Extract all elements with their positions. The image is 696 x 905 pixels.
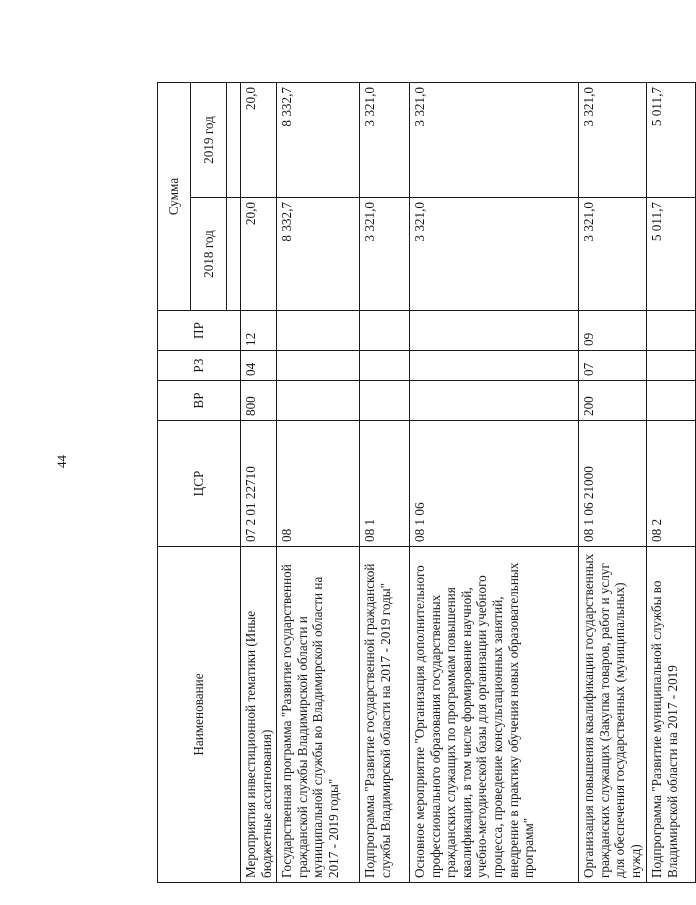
row-pr xyxy=(647,311,696,351)
table-row xyxy=(579,83,647,883)
row-name: Организация повышения квалификации государственных гражданских служащих (Закупка товаров, работ и услуг для обеспечения государственных (муниципальных) нужд) xyxy=(579,547,647,883)
table-row xyxy=(241,83,277,883)
table-row xyxy=(360,83,410,883)
header-pr: ПР xyxy=(158,311,241,351)
row-sum-2018: 3 321,0 xyxy=(579,198,647,311)
row-csr: 07 2 01 22710 xyxy=(241,421,277,547)
row-rz xyxy=(277,351,360,381)
document-page xyxy=(157,83,680,883)
row-csr: 08 1 06 xyxy=(410,421,579,547)
row-sum-2019: 5 011,7 xyxy=(647,83,696,198)
header-spacer-cell xyxy=(227,83,241,198)
row-pr xyxy=(360,311,410,351)
row-vr xyxy=(360,381,410,421)
row-csr: 08 1 06 21000 xyxy=(579,421,647,547)
row-csr: 08 xyxy=(277,421,360,547)
row-name: Основное мероприятие "Организация дополнительного профессионального образования государственных гражданских служащих по программам повышения квалификации, в том числе формирование научной, учебно-методической базы для организации учебного процесса, проведение консультационных занятий, внедрение в практику обучения новых образовательных программ" xyxy=(410,547,579,883)
row-vr xyxy=(410,381,579,421)
header-2019: 2019 год xyxy=(191,83,227,198)
table-row xyxy=(647,83,696,883)
row-rz xyxy=(647,351,696,381)
row-sum-2018: 3 321,0 xyxy=(360,198,410,311)
row-rz: 04 xyxy=(241,351,277,381)
row-sum-2018: 3 321,0 xyxy=(410,198,579,311)
row-rz: 07 xyxy=(579,351,647,381)
header-2018: 2018 год xyxy=(191,198,227,311)
table-row xyxy=(410,83,579,883)
header-vr: ВР xyxy=(158,381,241,421)
header-rz: РЗ xyxy=(158,351,241,381)
row-name: Мероприятия инвестиционной тематики (Иные бюджетные ассигнования) xyxy=(241,547,277,883)
row-sum-2019: 8 332,7 xyxy=(277,83,360,198)
row-name: Подпрограмма "Развитие государственной гражданской службы Владимирской области на 2017 - 2019 годы" xyxy=(360,547,410,883)
header-spacer-cell xyxy=(227,198,241,311)
row-sum-2018: 8 332,7 xyxy=(277,198,360,311)
row-csr: 08 2 xyxy=(647,421,696,547)
header-csr: ЦСР xyxy=(158,421,241,547)
row-vr xyxy=(277,381,360,421)
header-name: Наименование xyxy=(158,547,241,883)
row-sum-2019: 3 321,0 xyxy=(360,83,410,198)
row-vr: 200 xyxy=(579,381,647,421)
row-pr xyxy=(277,311,360,351)
row-sum-2019: 20,0 xyxy=(241,83,277,198)
budget-table xyxy=(157,82,696,883)
table-row xyxy=(277,83,360,883)
row-sum-2018: 20,0 xyxy=(241,198,277,311)
row-name: Подпрограмма "Развитие муниципальной службы во Владимирской области на 2017 - 2019 xyxy=(647,547,696,883)
row-rz xyxy=(360,351,410,381)
row-rz xyxy=(410,351,579,381)
row-name: Государственная программа "Развитие государственной гражданской службы Владимирской области и муниципальной службы во Владимирской области на 2017 - 2019 годы" xyxy=(277,547,360,883)
header-row xyxy=(158,83,191,883)
row-vr xyxy=(647,381,696,421)
row-sum-2019: 3 321,0 xyxy=(410,83,579,198)
page-number: 44 xyxy=(54,455,69,468)
row-pr: 09 xyxy=(579,311,647,351)
header-sum: Сумма xyxy=(158,83,191,311)
row-sum-2019: 3 321,0 xyxy=(579,83,647,198)
row-pr: 12 xyxy=(241,311,277,351)
row-sum-2018: 5 011,7 xyxy=(647,198,696,311)
row-csr: 08 1 xyxy=(360,421,410,547)
row-pr xyxy=(410,311,579,351)
row-vr: 800 xyxy=(241,381,277,421)
